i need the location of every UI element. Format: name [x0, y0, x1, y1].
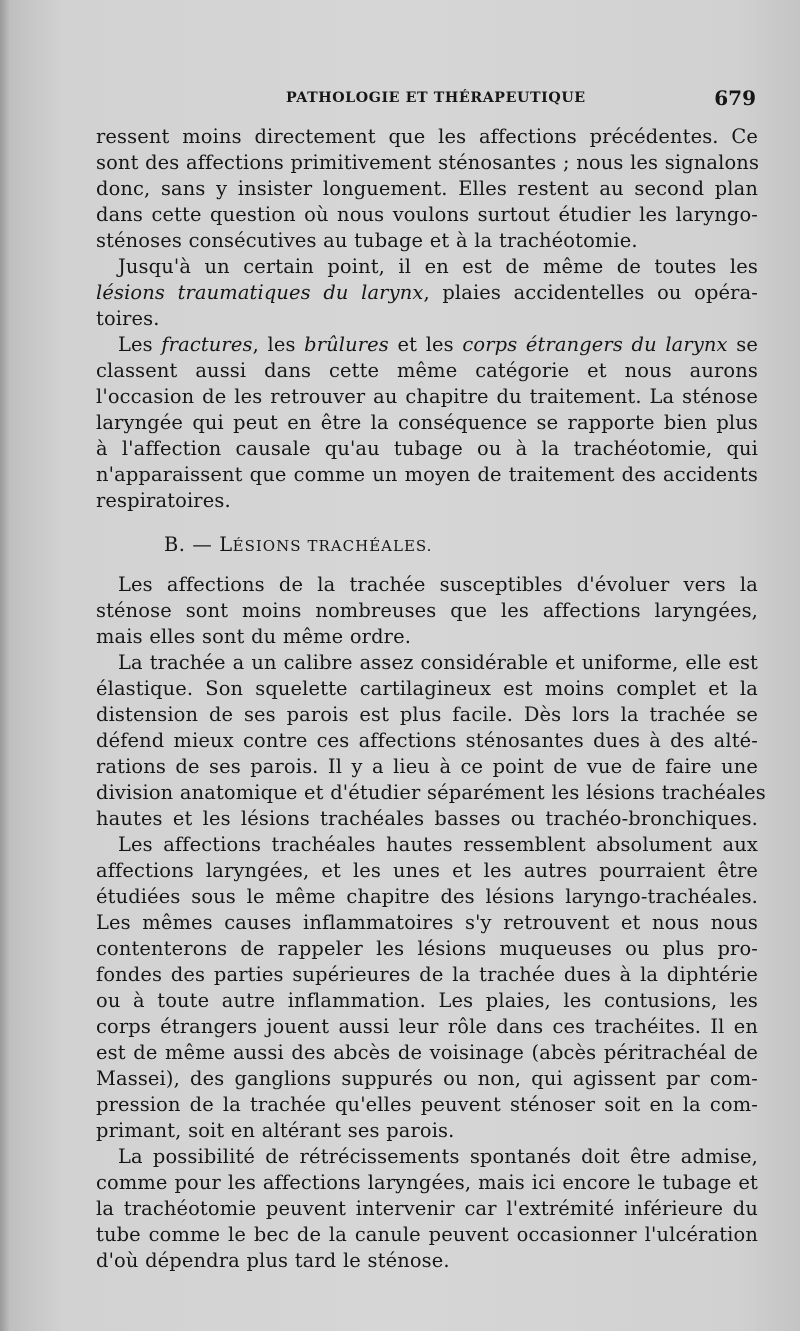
text-line: respiratoires.	[96, 489, 231, 512]
italic-phrase: brûlures	[304, 333, 389, 356]
page-number: 679	[714, 86, 756, 110]
text-line: pression de la trachée qu'elles peuvent sténoser soit en la com-	[96, 1093, 758, 1116]
text-fragment: et les	[388, 333, 463, 356]
paragraph-7	[96, 1144, 758, 1274]
text-line: d'où dépendra plus tard le sténose.	[96, 1249, 450, 1272]
text-line: sténoses consécutives au tubage et à la trachéotomie.	[96, 229, 638, 252]
italic-phrase: fractures	[161, 333, 253, 356]
text-line: est de même aussi des abcès de voisinage (abcès péritrachéal de	[96, 1041, 758, 1064]
paragraph-3	[96, 332, 758, 514]
text-line: primant, soit en altérant ses parois.	[96, 1119, 455, 1142]
text-line: défend mieux contre ces affections sténosantes dues à des alté-	[96, 729, 758, 752]
text-line: division anatomique et d'étudier séparément les lésions trachéales	[96, 781, 766, 804]
section-initial: L	[219, 533, 233, 556]
text-line: distension de ses parois est plus facile. Dès lors la trachée se	[96, 703, 758, 726]
text-line: ressent moins directement que les affections précédentes. Ce	[96, 125, 758, 148]
text-line	[96, 280, 758, 306]
text-line: laryngée qui peut en être la conséquence se rapporte bien plus	[96, 411, 758, 434]
text-line: Les affections de la trachée susceptibles d'évoluer vers la	[118, 573, 758, 596]
text-line: fondes des parties supérieures de la trachée dues à la diphtérie	[96, 963, 758, 986]
running-head-title: PATHOLOGIE ET THÉRAPEUTIQUE	[286, 90, 586, 106]
section-letter: B. —	[164, 533, 220, 556]
text-line: classent aussi dans cette même catégorie et nous aurons	[96, 359, 758, 382]
running-head	[96, 86, 758, 112]
text-line: toires.	[96, 307, 160, 330]
text-line: contenterons de rappeler les lésions muqueuses ou plus pro-	[96, 937, 758, 960]
text-line: tube comme le bec de la canule peuvent occasionner l'ulcération	[96, 1223, 758, 1246]
text-line: la trachéotomie peuvent intervenir car l'extrémité inférieure du	[96, 1197, 758, 1220]
text-line: à l'affection causale qu'au tubage ou à la trachéotomie, qui	[96, 437, 758, 460]
text-line: La possibilité de rétrécissements spontanés doit être admise,	[118, 1145, 758, 1168]
italic-phrase: lésions traumatiques du larynx	[96, 281, 424, 304]
text-fragment: , les	[252, 333, 305, 356]
text-line: affections laryngées, et les unes et les autres pourraient être	[96, 859, 758, 882]
section-heading	[96, 532, 758, 558]
text-fragment: Les	[118, 333, 162, 356]
text-line: mais elles sont du même ordre.	[96, 625, 412, 648]
text-line: hautes et les lésions trachéales basses ou trachéo-bronchiques.	[96, 807, 758, 830]
paragraph-1	[96, 124, 758, 254]
italic-phrase: corps étrangers du larynx	[462, 333, 728, 356]
text-line: élastique. Son squelette cartilagineux est moins complet et la	[96, 677, 758, 700]
paragraph-6	[96, 832, 758, 1144]
text-fragment: se	[727, 333, 758, 356]
text-line	[96, 332, 758, 358]
text-fragment: , plaies accidentelles ou opéra-	[423, 281, 758, 304]
text-line: étudiées sous le même chapitre des lésions laryngo-trachéales.	[96, 885, 758, 908]
text-line: donc, sans y insister longuement. Elles restent au second plan	[96, 177, 758, 200]
section-title-small-caps: ÉSIONS TRACHÉALES.	[232, 537, 433, 555]
paragraph-2	[96, 254, 758, 332]
text-line: La trachée a un calibre assez considérable et uniforme, elle est	[118, 651, 758, 674]
text-line: Les affections trachéales hautes ressemblent absolument aux	[118, 833, 758, 856]
paragraph-4	[96, 572, 758, 650]
paragraph-5	[96, 650, 766, 832]
text-line: corps étrangers jouent aussi leur rôle dans ces trachéites. Il en	[96, 1015, 758, 1038]
text-line: rations de ses parois. Il y a lieu à ce point de vue de faire une	[96, 755, 758, 778]
page-body	[96, 124, 766, 1274]
text-line: ou à toute autre inflammation. Les plaies, les contusions, les	[96, 989, 758, 1012]
text-line: Jusqu'à un certain point, il en est de même de toutes les	[118, 255, 758, 278]
text-line: dans cette question où nous voulons surtout étudier les laryngo-	[96, 203, 758, 226]
text-line: comme pour les affections laryngées, mais ici encore le tubage et	[96, 1171, 758, 1194]
text-line: sténose sont moins nombreuses que les affections laryngées,	[96, 599, 758, 622]
text-line: n'apparaissent que comme un moyen de traitement des accidents	[96, 463, 758, 486]
text-line: sont des affections primitivement sténosantes ; nous les signalons	[96, 151, 760, 174]
text-line: Massei), des ganglions suppurés ou non, qui agissent par com-	[96, 1067, 758, 1090]
text-line: l'occasion de les retrouver au chapitre du traitement. La sténose	[96, 385, 758, 408]
text-line: Les mêmes causes inflammatoires s'y retrouvent et nous nous	[96, 911, 758, 934]
